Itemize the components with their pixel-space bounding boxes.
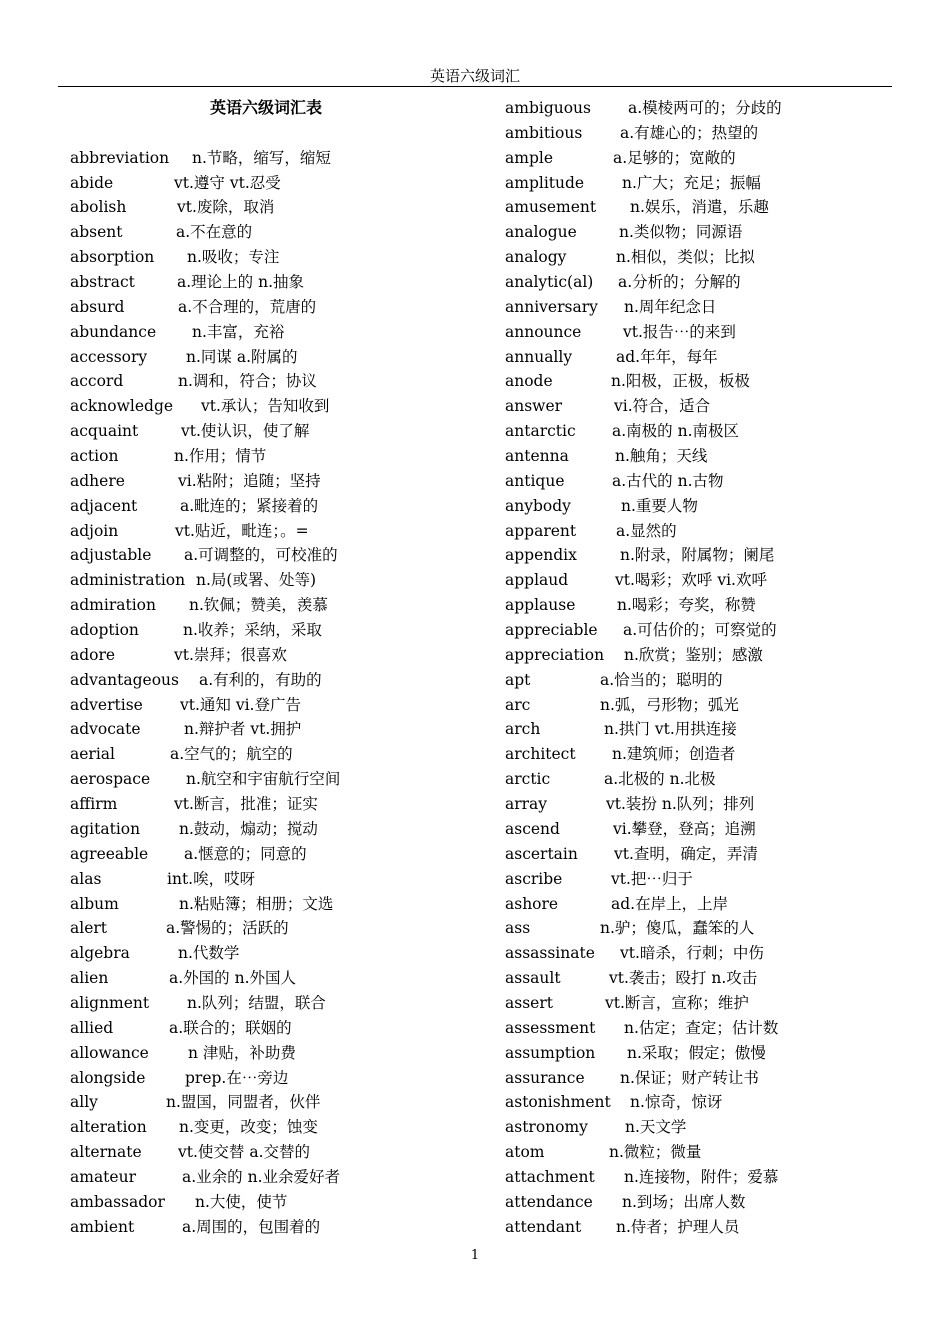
vocab-list-right	[505, 96, 925, 1240]
vocab-word: attachment	[505, 1167, 595, 1186]
vocab-entry	[505, 867, 925, 892]
vocab-word: ally	[70, 1093, 98, 1112]
vocab-entry	[70, 444, 490, 469]
vocab-definition: a.惬意的；同意的	[184, 844, 307, 863]
vocab-entry	[70, 270, 490, 295]
vocab-entry	[70, 892, 490, 917]
vocab-word: advertise	[70, 695, 143, 714]
vocab-entry	[70, 792, 490, 817]
vocab-definition: n.盟国，同盟者，伙伴	[166, 1093, 321, 1112]
vocab-definition: n.周年纪念日	[624, 297, 717, 316]
vocab-entry	[70, 742, 490, 767]
vocab-word: assault	[505, 969, 561, 988]
vocab-word: adhere	[70, 471, 125, 490]
vocab-entry	[505, 693, 925, 718]
vocab-entry	[505, 618, 925, 643]
vocab-word: ample	[505, 148, 553, 167]
vocab-entry	[70, 1016, 490, 1041]
vocab-definition: a.恰当的；聪明的	[600, 670, 723, 689]
vocab-word: adjoin	[70, 521, 119, 540]
vocab-definition: ad.在岸上，上岸	[611, 894, 729, 913]
vocab-entry	[70, 394, 490, 419]
vocab-word: arc	[505, 695, 531, 714]
vocab-word: attendance	[505, 1192, 593, 1211]
vocab-definition: n.相似，类似；比拟	[616, 248, 755, 267]
vocab-entry	[70, 1190, 490, 1215]
vocab-entry	[505, 245, 925, 270]
vocab-definition: n.类似物；同源语	[619, 223, 743, 242]
vocab-word: accessory	[70, 347, 148, 366]
vocab-word: admiration	[70, 596, 156, 615]
vocab-word: ambassador	[70, 1192, 165, 1211]
vocab-word: anniversary	[505, 297, 598, 316]
vocab-entry	[505, 295, 925, 320]
vocab-entry	[505, 469, 925, 494]
vocab-word: assurance	[505, 1068, 585, 1087]
vocab-definition: n.拱门 vt.用拱连接	[604, 720, 737, 739]
vocab-entry	[70, 717, 490, 742]
vocab-entry	[505, 842, 925, 867]
vocab-definition: n.到场；出席人数	[622, 1192, 746, 1211]
vocab-entry	[70, 320, 490, 345]
vocab-entry	[505, 966, 925, 991]
vocab-definition: n.粘贴簿；相册；文选	[179, 894, 334, 913]
vocab-word: analytic(al)	[505, 273, 594, 292]
vocab-entry	[505, 369, 925, 394]
vocab-entry	[70, 1215, 490, 1240]
vocab-definition: a.显然的	[616, 521, 677, 540]
vocab-definition: n.保证；财产转让书	[620, 1068, 759, 1087]
vocab-entry	[505, 220, 925, 245]
vocab-definition: n.触角；天线	[615, 447, 708, 466]
vocab-definition: n.钦佩；赞美，羡慕	[189, 596, 328, 615]
vocab-word: architect	[505, 745, 576, 764]
vocab-definition: vt.把⋯归于	[611, 869, 693, 888]
vocab-definition: vt.使认识，使了解	[181, 422, 310, 441]
vocab-word: assessment	[505, 1018, 596, 1037]
vocab-word: allowance	[70, 1043, 149, 1062]
vocab-entry	[70, 369, 490, 394]
vocab-entry	[505, 767, 925, 792]
vocab-word: amusement	[505, 198, 597, 217]
vocab-definition: n.收养；采纳，采取	[183, 621, 322, 640]
vocab-word: annually	[505, 347, 573, 366]
vocab-definition: n.吸收；专注	[187, 248, 280, 267]
vocab-definition: vi.粘附；追随；坚持	[178, 471, 321, 490]
left-column	[70, 96, 490, 1240]
vocab-word: administration	[70, 571, 186, 590]
vocab-definition: a.空气的；航空的	[170, 745, 293, 764]
vocab-word: algebra	[70, 944, 130, 963]
vocab-entry	[505, 345, 925, 370]
vocab-entry	[505, 792, 925, 817]
vocab-entry	[505, 1115, 925, 1140]
vocab-entry	[70, 941, 490, 966]
vocab-definition: n.局(或署、处等)	[196, 571, 317, 590]
vocab-word: adjacent	[70, 496, 138, 515]
vocab-definition: vt.暗杀，行刺；中伤	[620, 944, 764, 963]
vocab-word: action	[70, 447, 119, 466]
vocab-definition: ad.年年，每年	[616, 347, 718, 366]
vocab-word: antarctic	[505, 422, 576, 441]
vocab-definition: n.重要人物	[621, 496, 698, 515]
vocab-entry	[505, 892, 925, 917]
vocab-entry	[70, 593, 490, 618]
vocab-entry	[70, 146, 490, 171]
vocab-word: alas	[70, 869, 102, 888]
vocab-definition: vt.通知 vi.登广告	[180, 695, 301, 714]
vocab-definition: vt.查明，确定，弄清	[614, 844, 758, 863]
vocab-definition: a.联合的；联姻的	[169, 1018, 292, 1037]
vocab-definition: a.分析的；分解的	[618, 273, 741, 292]
vocab-word: atom	[505, 1143, 545, 1162]
vocab-entry	[70, 991, 490, 1016]
vocab-definition: vt.崇拜；很喜欢	[174, 645, 287, 664]
vocab-definition: a.外国的 n.外国人	[169, 969, 297, 988]
vocab-entry	[505, 1016, 925, 1041]
vocab-entry	[70, 1140, 490, 1165]
vocab-entry	[70, 195, 490, 220]
vocab-entry	[505, 991, 925, 1016]
vocab-entry	[505, 121, 925, 146]
vocab-word: aerospace	[70, 770, 151, 789]
vocab-definition: int.唉，哎呀	[167, 869, 256, 888]
vocab-word: adjustable	[70, 546, 152, 565]
vocab-entry	[70, 916, 490, 941]
vocab-word: ambiguous	[505, 99, 591, 117]
vocab-entry	[70, 668, 490, 693]
vocab-list-left	[70, 146, 490, 1240]
vocab-word: antenna	[505, 447, 569, 466]
vocab-word: astonishment	[505, 1093, 611, 1112]
vocab-word: abide	[70, 173, 114, 192]
vocab-entry	[70, 568, 490, 593]
vocab-word: astronomy	[505, 1118, 588, 1137]
vocab-entry	[70, 693, 490, 718]
vocab-word: antique	[505, 471, 565, 490]
vocab-definition: vt.承认；告知收到	[201, 397, 330, 416]
vocab-entry	[70, 171, 490, 196]
vocab-entry	[505, 668, 925, 693]
vocab-word: alternate	[70, 1143, 142, 1162]
vocab-definition: n.喝彩；夸奖，称赞	[617, 596, 756, 615]
vocab-definition: n.阳极，正极，板极	[611, 372, 750, 391]
vocab-word: attendant	[505, 1217, 582, 1236]
vocab-definition: n 津贴，补助费	[188, 1043, 296, 1062]
vocab-entry	[70, 220, 490, 245]
vocab-word: alteration	[70, 1118, 147, 1137]
vocab-entry	[70, 245, 490, 270]
vocab-entry	[505, 146, 925, 171]
vocab-entry	[70, 817, 490, 842]
vocab-entry	[70, 618, 490, 643]
vocab-word: ascend	[505, 819, 560, 838]
vocab-definition: n.估定；查定；估计数	[624, 1018, 779, 1037]
vocab-definition: a.有利的，有助的	[199, 670, 322, 689]
vocab-word: anybody	[505, 496, 571, 515]
vocab-definition: vt.装扮 n.队列；排列	[606, 795, 755, 814]
vocab-definition: a.毗连的；紧接着的	[180, 496, 319, 515]
vocab-entry	[505, 1041, 925, 1066]
vocab-entry	[70, 842, 490, 867]
vocab-definition: n.天文学	[625, 1118, 687, 1137]
vocab-entry	[505, 941, 925, 966]
vocab-definition: a.警惕的；活跃的	[166, 919, 289, 938]
vocab-definition: vt.贴近，毗连；。=	[175, 521, 309, 540]
vocab-entry	[505, 320, 925, 345]
document-title: 英语六级词汇表	[210, 98, 323, 117]
vocab-definition: a.不在意的	[176, 223, 253, 242]
vocab-word: ashore	[505, 894, 559, 913]
vocab-word: array	[505, 795, 548, 814]
vocab-entry	[70, 867, 490, 892]
vocab-entry	[505, 1215, 925, 1240]
vocab-definition: a.南极的 n.南极区	[612, 422, 740, 441]
vocab-word: assumption	[505, 1043, 596, 1062]
vocab-word: acknowledge	[70, 397, 174, 416]
vocab-word: arctic	[505, 770, 551, 789]
vocab-entry	[505, 270, 925, 295]
vocab-definition: a.古代的 n.古物	[612, 471, 724, 490]
vocab-definition: n.辩护者 vt.拥护	[184, 720, 302, 739]
vocab-definition: n.鼓动，煽动；搅动	[179, 819, 318, 838]
vocab-word: ambient	[70, 1217, 135, 1236]
vocab-definition: n.附录，附属物；阑尾	[620, 546, 775, 565]
vocab-word: applaud	[505, 571, 569, 590]
vocab-definition: vt.遵守 vt.忍受	[174, 173, 281, 192]
vocab-word: absent	[70, 223, 123, 242]
vocab-word: alert	[70, 919, 108, 938]
vocab-word: affirm	[70, 795, 118, 814]
vocab-definition: vt.使交替 a.交替的	[178, 1143, 311, 1162]
vocab-definition: vt.断言，批准；证实	[174, 795, 318, 814]
vocab-word: applause	[505, 596, 576, 615]
vocab-word: advocate	[70, 720, 141, 739]
vocab-definition: vt.废除，取消	[177, 198, 275, 217]
page-number: 1	[470, 1248, 480, 1263]
vocab-definition: n.队列；结盟，联合	[187, 993, 326, 1012]
vocab-entry	[70, 1090, 490, 1115]
vocab-entry	[70, 469, 490, 494]
vocab-entry	[70, 1041, 490, 1066]
right-column	[505, 96, 925, 1240]
vocab-word: accord	[70, 372, 124, 391]
vocab-entry	[70, 419, 490, 444]
vocab-entry	[70, 345, 490, 370]
vocab-definition: a.周围的，包围着的	[182, 1217, 321, 1236]
vocab-word: apparent	[505, 521, 577, 540]
vocab-word: amateur	[70, 1167, 136, 1186]
vocab-word: agreeable	[70, 844, 149, 863]
vocab-entry	[505, 643, 925, 668]
vocab-entry	[505, 394, 925, 419]
vocab-word: aerial	[70, 745, 115, 764]
vocab-definition: n.代数学	[178, 944, 240, 963]
vocab-entry	[70, 1115, 490, 1140]
vocab-word: announce	[505, 322, 582, 341]
vocab-entry	[505, 444, 925, 469]
vocab-entry	[505, 1090, 925, 1115]
vocab-definition: a.理论上的 n.抽象	[177, 273, 305, 292]
vocab-entry	[505, 817, 925, 842]
vocab-entry	[505, 717, 925, 742]
vocab-word: alongside	[70, 1068, 146, 1087]
vocab-entry	[505, 1165, 925, 1190]
vocab-definition: vt.袭击；殴打 n.攻击	[609, 969, 758, 988]
vocab-entry	[70, 1165, 490, 1190]
vocab-definition: n.驴；傻瓜，蠢笨的人	[600, 919, 755, 938]
vocab-word: adoption	[70, 621, 139, 640]
vocab-entry	[70, 519, 490, 544]
vocab-definition: a.不合理的，荒唐的	[178, 297, 317, 316]
vocab-word: adore	[70, 645, 116, 664]
vocab-definition: prep.在⋯旁边	[185, 1068, 289, 1087]
vocab-entry	[505, 1066, 925, 1091]
vocab-definition: a.业余的 n.业余爱好者	[182, 1167, 341, 1186]
vocab-definition: n.娱乐，消遣，乐趣	[630, 198, 769, 217]
vocab-word: apt	[505, 670, 531, 689]
vocab-word: advantageous	[70, 670, 179, 689]
vocab-word: assert	[505, 993, 553, 1012]
vocab-definition: n.侍者；护理人员	[616, 1217, 740, 1236]
vocab-word: abbreviation	[70, 148, 170, 167]
vocab-word: appendix	[505, 546, 577, 565]
vocab-entry	[505, 494, 925, 519]
vocab-entry	[505, 916, 925, 941]
vocab-word: allied	[70, 1018, 114, 1037]
vocab-definition: a.可估价的；可察觉的	[623, 621, 777, 640]
page-header: 英语六级词汇	[429, 67, 520, 85]
vocab-word: appreciation	[505, 645, 605, 664]
vocab-definition: vt.报告⋯的来到	[623, 322, 736, 341]
vocab-word: arch	[505, 720, 541, 739]
vocab-word: ascertain	[505, 844, 578, 863]
vocab-word: abstract	[70, 273, 135, 292]
vocab-entry	[70, 543, 490, 568]
vocab-definition: a.北极的 n.北极	[604, 770, 716, 789]
vocab-definition: vt.喝彩；欢呼 vi.欢呼	[615, 571, 767, 590]
vocab-entry	[505, 593, 925, 618]
vocab-entry	[505, 519, 925, 544]
header-rule	[58, 86, 892, 87]
vocab-entry	[70, 643, 490, 668]
vocab-definition: n.微粒；微量	[609, 1143, 702, 1162]
vocab-definition: n.作用；情节	[174, 447, 267, 466]
vocab-word: alignment	[70, 993, 150, 1012]
vocab-word: amplitude	[505, 173, 585, 192]
vocab-definition: a.有雄心的；热望的	[620, 123, 759, 142]
vocab-entry	[505, 96, 925, 121]
vocab-definition: n.同谋 a.附属的	[186, 347, 298, 366]
vocab-definition: n.建筑师；创造者	[612, 745, 736, 764]
vocab-word: absurd	[70, 297, 125, 316]
vocab-definition: a.足够的；宽敞的	[613, 148, 736, 167]
vocab-entry	[70, 767, 490, 792]
vocab-entry	[505, 543, 925, 568]
vocab-word: ascribe	[505, 869, 563, 888]
vocab-entry	[505, 195, 925, 220]
vocab-definition: n.采取；假定；傲慢	[627, 1043, 766, 1062]
vocab-word: abundance	[70, 322, 157, 341]
vocab-definition: n.调和，符合；协议	[178, 372, 317, 391]
vocab-definition: n.变更，改变；蚀变	[179, 1118, 318, 1137]
vocab-word: analogue	[505, 223, 577, 242]
vocab-definition: n.广大；充足；振幅	[622, 173, 761, 192]
vocab-word: album	[70, 894, 119, 913]
vocab-definition: n.惊奇，惊讶	[630, 1093, 723, 1112]
vocab-definition: n.弧，弓形物；弧光	[600, 695, 739, 714]
vocab-word: answer	[505, 397, 563, 416]
vocab-definition: n.大使，使节	[195, 1192, 288, 1211]
vocab-word: acquaint	[70, 422, 139, 441]
vocab-entry	[70, 295, 490, 320]
vocab-definition: a.模棱两可的；分歧的	[628, 99, 782, 117]
vocab-entry	[505, 1140, 925, 1165]
vocab-definition: a.可调整的，可校准的	[184, 546, 338, 565]
vocab-word: appreciable	[505, 621, 598, 640]
vocab-entry	[505, 171, 925, 196]
vocab-definition: n.欣赏；鉴别；感激	[624, 645, 763, 664]
vocab-entry	[505, 419, 925, 444]
vocab-entry	[70, 966, 490, 991]
vocab-entry	[70, 494, 490, 519]
vocab-definition: n.连接物，附件；爱慕	[624, 1167, 779, 1186]
vocab-word: alien	[70, 969, 109, 988]
vocab-word: analogy	[505, 248, 567, 267]
vocab-definition: vi.符合，适合	[614, 397, 711, 416]
vocab-entry	[505, 568, 925, 593]
vocab-entry	[505, 1190, 925, 1215]
vocab-definition: n.丰富，充裕	[192, 322, 285, 341]
vocab-definition: n.航空和宇宙航行空间	[186, 770, 341, 789]
vocab-word: anode	[505, 372, 553, 391]
vocab-word: assassinate	[505, 944, 595, 963]
vocab-word: ambitious	[505, 123, 583, 142]
vocab-definition: vt.断言，宣称；维护	[605, 993, 749, 1012]
vocab-word: agitation	[70, 819, 141, 838]
vocab-word: abolish	[70, 198, 127, 217]
vocab-definition: vi.攀登，登高；追溯	[613, 819, 756, 838]
vocab-entry	[70, 1066, 490, 1091]
vocab-word: ass	[505, 919, 531, 938]
vocab-word: absorption	[70, 248, 155, 267]
vocab-definition: n.节略，缩写，缩短	[192, 148, 331, 167]
vocab-entry	[505, 742, 925, 767]
